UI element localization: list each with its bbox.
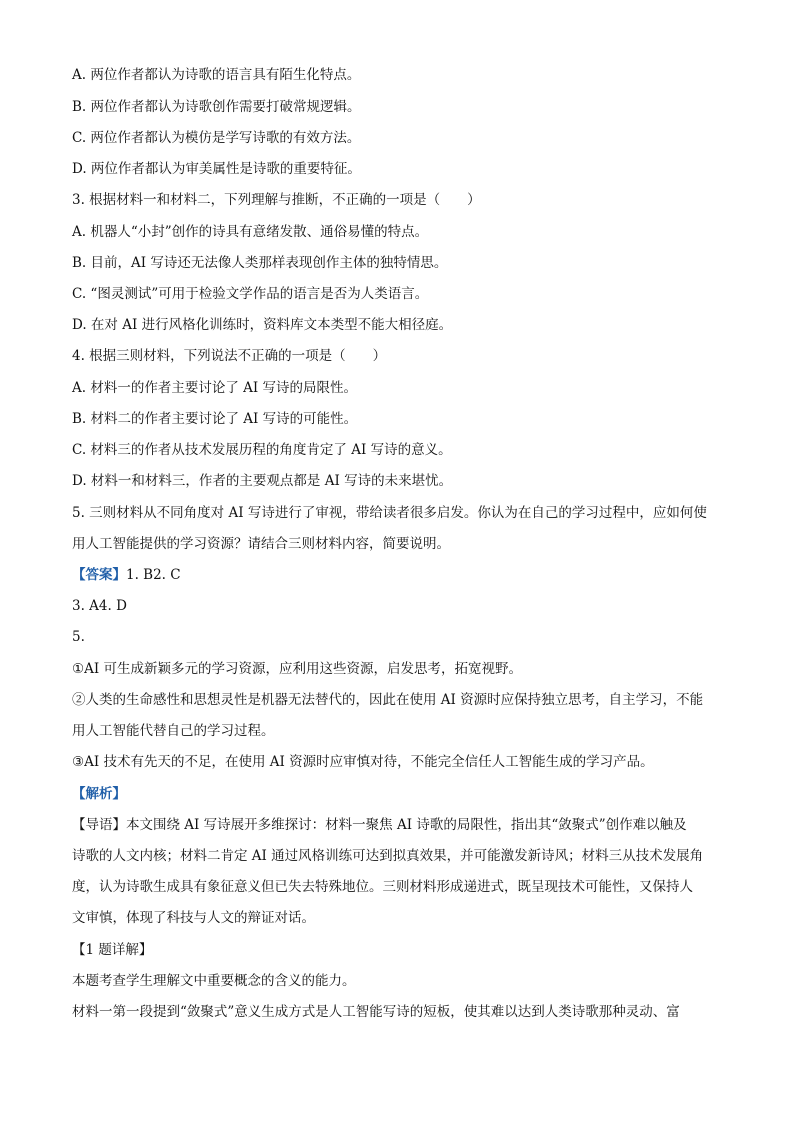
answer-5-point-2-cont: 用人工智能代替自己的学习过程。 bbox=[72, 723, 275, 739]
guide-line-3: 度，认为诗歌生成具有象征意义但已失去特殊地位。三则材料形成递进式，既呈现技术可能性，又保持人 bbox=[72, 879, 693, 895]
answer-tag: 【答案】 bbox=[72, 567, 126, 583]
question-5: 5. 三则材料从不同角度对 AI 写诗进行了审视，带给读者很多启发。你认为在自己的学习过程中，应如何使 bbox=[72, 505, 707, 521]
question-4: 4. 根据三则材料，下列说法不正确的一项是（ ） bbox=[72, 348, 387, 364]
answer-5-point-2: ②人类的生命感性和思想灵性是机器无法替代的，因此在使用 AI 资源时应保持独立思考，自主学习，不能 bbox=[72, 692, 704, 708]
option-a: A. 两位作者都认为诗歌的语言具有陌生化特点。 bbox=[72, 67, 361, 83]
answer-row-1 bbox=[72, 565, 732, 585]
q3-option-c: C. “图灵测试”可用于检验文学作品的语言是否为人类语言。 bbox=[72, 286, 429, 302]
option-c: C. 两位作者都认为模仿是学写诗歌的有效方法。 bbox=[72, 130, 361, 146]
answer-5-point-1: ①AI 可生成新颖多元的学习资源，应利用这些资源，启发思考，拓宽视野。 bbox=[72, 661, 522, 677]
question-3: 3. 根据材料一和材料二，下列理解与推断，不正确的一项是（ ） bbox=[72, 192, 481, 208]
q4-option-b: B. 材料二的作者主要讨论了 AI 写诗的可能性。 bbox=[72, 411, 358, 427]
q4-option-a: A. 材料一的作者主要讨论了 AI 写诗的局限性。 bbox=[72, 380, 357, 396]
option-d: D. 两位作者都认为审美属性是诗歌的重要特征。 bbox=[72, 161, 361, 177]
q4-option-d: D. 材料一和材料三，作者的主要观点都是 AI 写诗的未来堪忧。 bbox=[72, 473, 453, 489]
answer-5-point-3: ③AI 技术有先天的不足，在使用 AI 资源时应审慎对待，不能完全信任人工智能生成的学习产品。 bbox=[72, 754, 654, 770]
analysis-tag: 【解析】 bbox=[72, 786, 126, 802]
q3-option-b: B. 目前，AI 写诗还无法像人类那样表现创作主体的独特情思。 bbox=[72, 255, 448, 271]
guide-line-4: 文审慎，体现了科技与人文的辩证对话。 bbox=[72, 910, 315, 926]
detail-line-2: 材料一第一段提到“敛聚式”意义生成方式是人工智能写诗的短板，使其难以达到人类诗歌那种灵动、富 bbox=[72, 1004, 680, 1020]
question-5-cont: 用人工智能提供的学习资源？请结合三则材料内容，简要说明。 bbox=[72, 536, 450, 552]
detail-line-1: 本题考查学生理解文中重要概念的含义的能力。 bbox=[72, 973, 356, 989]
answer-1-2: 1. B2. C bbox=[126, 567, 181, 583]
q4-option-c: C. 材料三的作者从技术发展历程的角度肯定了 AI 写诗的意义。 bbox=[72, 442, 452, 458]
detail-title: 【1 题详解】 bbox=[72, 942, 153, 958]
q3-option-a: A. 机器人“小封”创作的诗具有意绪发散、通俗易懂的特点。 bbox=[72, 224, 429, 240]
guide-line-2: 诗歌的人文内核；材料二肯定 AI 通过风格训练可达到拟真效果，并可能激发新诗风；材料三从技术发展角 bbox=[72, 848, 704, 864]
guide-line-1: 【导语】本文围绕 AI 写诗展开多维探讨：材料一聚焦 AI 诗歌的局限性，指出其“敛聚式”创作难以触及 bbox=[72, 817, 687, 833]
option-b: B. 两位作者都认为诗歌创作需要打破常规逻辑。 bbox=[72, 99, 361, 115]
q3-option-d: D. 在对 AI 进行风格化训练时，资料库文本类型不能大相径庭。 bbox=[72, 317, 453, 333]
answer-5-label: 5. bbox=[72, 629, 85, 645]
answer-3-4: 3. A4. D bbox=[72, 598, 127, 614]
